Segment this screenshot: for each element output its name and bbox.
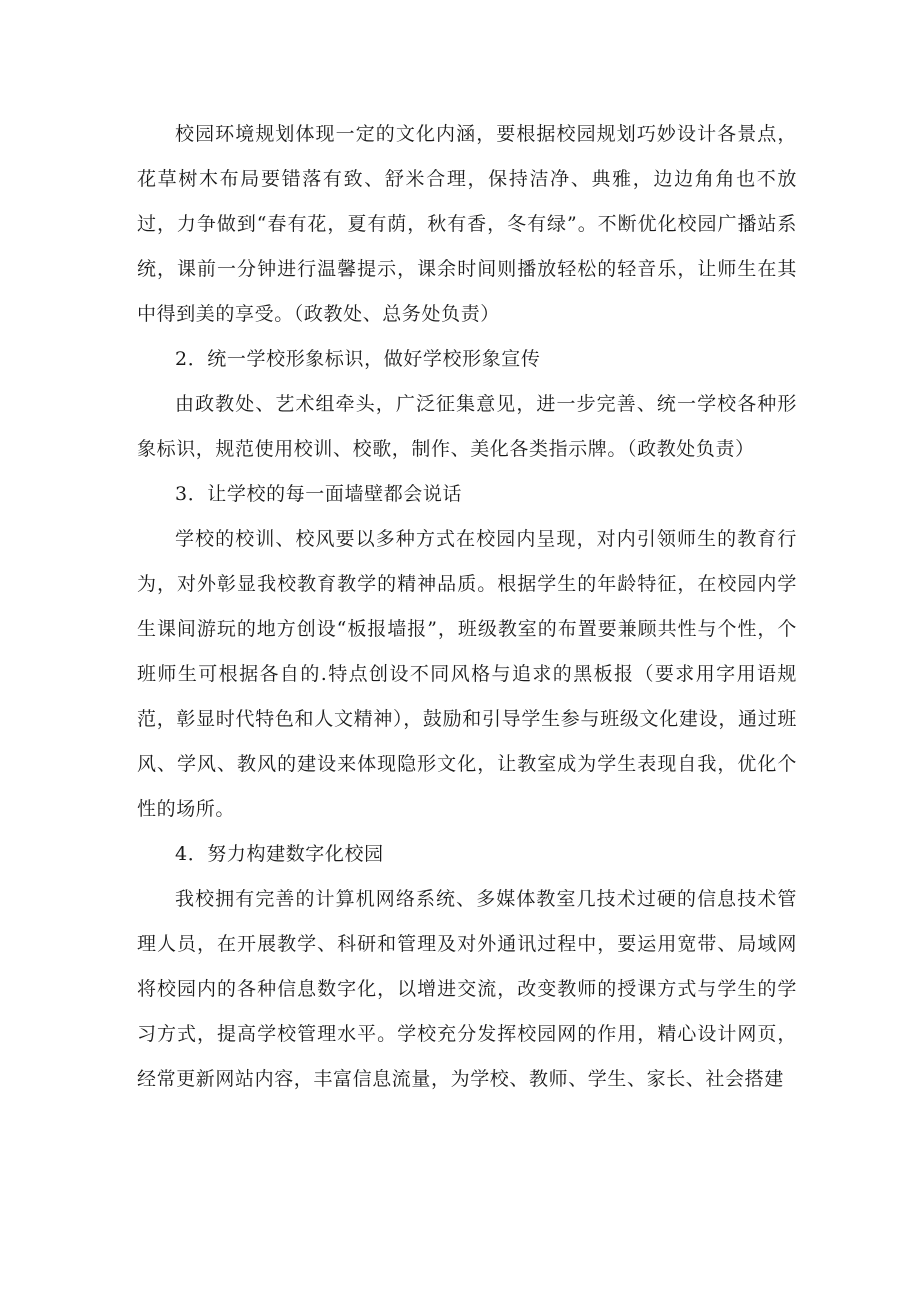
section-heading-2: 2．统一学校形象标识，做好学校形象宣传: [175, 348, 541, 370]
paragraph-campus-environment: 校园环境规划体现一定的文化内涵，要根据校园规划巧妙设计各景点，花草树木布局要错落有致、舒米合理，保持洁净、典雅，边边角角也不放过，力争做到“春有花，夏有荫，秋有香，冬有绿”。不断优化校园广播站系统，课前一分钟进行温馨提示，课余时间则播放轻松的轻音乐，让师生在其中得到美的享受。（政教处、总务处负责）: [137, 123, 797, 325]
paragraph-school-image: 由政教处、艺术组牵头，广泛征集意见，进一步完善、统一学校各种形象标识，规范使用校训、校歌，制作、美化各类指示牌。（政教处负责）: [137, 393, 797, 460]
section-heading-3: 3．让学校的每一面墙壁都会说话: [175, 483, 463, 505]
paragraph-digital-campus: 我校拥有完善的计算机网络系统、多媒体教室几技术过硬的信息技术管理人员，在开展教学、科研和管理及对外通讯过程中，要运用宽带、局域网将校园内的各种信息数字化，以增进交流，改变教师的授课方式与学生的学习方式，提高学校管理水平。学校充分发挥校园网的作用，精心设计网页，经常更新网站内容，丰富信息流量，为学校、教师、学生、家长、社会搭建: [137, 888, 797, 1090]
section-heading-4: 4．努力构建数字化校园: [175, 843, 384, 865]
document-body: [137, 112, 797, 1102]
paragraph-school-walls: 学校的校训、校风要以多种方式在校园内呈现，对内引领师生的教育行为，对外彰显我校教育教学的精神品质。根据学生的年龄特征，在校园内学生课间游玩的地方创设“板报墙报”，班级教室的布置要兼顾共性与个性，个班师生可根据各自的.特点创设不同风格与追求的黑板报（要求用字用语规范，彰显时代特色和人文精神），鼓励和引导学生参与班级文化建设，通过班风、学风、教风的建设来体现隐形文化，让教室成为学生表现自我，优化个性的场所。: [137, 528, 797, 820]
